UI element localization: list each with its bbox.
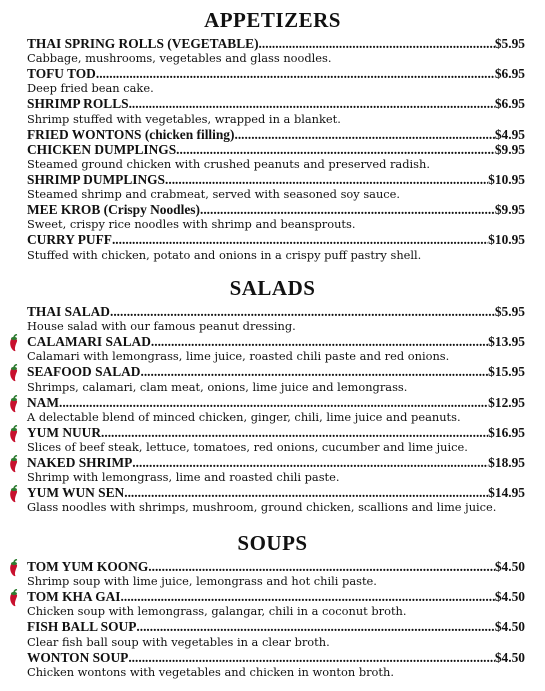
menu-item-price: $9.95	[494, 202, 525, 218]
menu-item-line	[27, 455, 525, 470]
menu-item-name: CURRY PUFF	[27, 232, 112, 248]
menu-item-name: SHRIMP DUMPLINGS	[27, 172, 166, 188]
menu-item-name: CALAMARI SALAD	[27, 334, 151, 350]
menu-item-line	[27, 172, 525, 187]
menu-item	[0, 395, 545, 425]
menu-item-line	[27, 202, 525, 217]
menu-item	[0, 425, 545, 455]
menu-item	[0, 619, 545, 649]
menu-item-name: CHICKEN DUMPLINGS	[27, 141, 177, 157]
menu-item-name: WONTON SOUP	[27, 649, 129, 665]
menu-item-line	[27, 36, 525, 51]
dot-leader	[148, 559, 495, 574]
menu-item-name: TOM KHA GAI	[27, 589, 121, 605]
menu-item-description: Shrimp with lemongrass, lime and roasted chili paste.	[27, 470, 340, 485]
menu-item-description: Clear fish ball soup with vegetables in a clear broth.	[27, 634, 330, 649]
menu-item-description: Steamed ground chicken with crushed peanuts and preserved radish.	[27, 157, 430, 172]
dot-leader	[96, 66, 495, 81]
dot-leader	[129, 96, 495, 111]
dot-leader	[112, 232, 488, 247]
menu-item-description: Deep fried bean cake.	[27, 81, 154, 96]
menu-item-description: Cabbage, mushrooms, vegetables and glass noodles.	[27, 51, 332, 66]
menu-item-line	[27, 66, 525, 81]
menu-item-description: Slices of beef steak, lettuce, tomatoes, red onions, cucumber and lime juice.	[27, 440, 468, 455]
menu-item-price: $14.95	[488, 485, 525, 501]
dot-leader	[110, 304, 495, 319]
chili-pepper-icon	[8, 395, 20, 413]
salads-section	[0, 276, 545, 515]
menu-item	[0, 96, 545, 126]
menu-item-price: $18.95	[488, 455, 525, 471]
dot-leader	[59, 395, 488, 410]
menu-item-price: $4.50	[494, 589, 525, 605]
menu-item-price: $4.95	[494, 126, 525, 142]
chili-pepper-icon	[8, 589, 20, 607]
salads-list	[0, 304, 545, 515]
menu-item-line	[27, 650, 525, 665]
menu-item-line	[27, 232, 525, 247]
menu-item	[0, 66, 545, 96]
menu-item-price: $9.95	[494, 141, 525, 157]
menu-item	[0, 364, 545, 394]
menu-item	[0, 172, 545, 202]
chili-pepper-icon	[8, 559, 20, 577]
menu-item	[0, 334, 545, 364]
menu-item-price: $12.95	[488, 394, 525, 410]
section-title-appetizers: APPETIZERS	[204, 8, 341, 32]
menu-item-price: $5.95	[494, 304, 525, 319]
menu-item-line	[27, 589, 525, 604]
menu-item-name: FISH BALL SOUP	[27, 619, 137, 635]
menu-item-name: NAKED SHRIMP	[27, 455, 133, 471]
menu-item-description: Stuffed with chicken, potato and onions in a crispy puff pastry shell.	[27, 247, 422, 262]
menu-item-description: Shrimp soup with lime juice, lemongrass and hot chili paste.	[27, 574, 377, 589]
menu-item-name: TOM YUM KOONG	[27, 559, 149, 574]
menu-item-name: FRIED WONTONS (chicken filling)	[27, 126, 235, 142]
menu-item-price: $5.95	[494, 36, 525, 51]
menu-item	[0, 36, 545, 66]
chili-pepper-icon	[8, 364, 20, 382]
menu-item	[0, 202, 545, 232]
menu-item-description: Calamari with lemongrass, lime juice, roasted chili paste and red onions.	[27, 349, 450, 364]
menu-item-description: Chicken wontons with vegetables and chicken in wonton broth.	[27, 664, 394, 679]
dot-leader	[140, 364, 488, 379]
menu-item-description: Shrimp stuffed with vegetables, wrapped in a blanket.	[27, 111, 341, 126]
menu-item	[0, 650, 545, 680]
section-title-salads: SALADS	[229, 276, 316, 300]
menu-item-description: Shrimps, calamari, clam meat, onions, lime juice and lemongrass.	[27, 379, 408, 394]
menu-item-description: Steamed shrimp and crabmeat, served with seasoned soy sauce.	[27, 187, 401, 202]
menu-item-description: A delectable blend of minced chicken, ginger, chili, lime juice and peanuts.	[27, 409, 461, 424]
menu-item-price: $4.50	[494, 559, 525, 574]
menu-item	[0, 232, 545, 262]
menu-item-price: $16.95	[488, 424, 525, 440]
menu-item	[0, 589, 545, 619]
menu-item-line	[27, 425, 525, 440]
menu-item-line	[27, 364, 525, 379]
menu-item-name: SHRIMP ROLLS	[27, 96, 129, 112]
chili-pepper-icon	[8, 485, 20, 503]
menu-item-description: House salad with our famous peanut dressing.	[27, 319, 296, 334]
menu-item-price: $4.50	[494, 649, 525, 665]
menu-item-name: THAI SPRING ROLLS (VEGETABLE)	[27, 36, 259, 51]
menu-item-name: TOFU TOD	[27, 66, 96, 82]
menu-item	[0, 485, 545, 515]
menu-item	[0, 304, 545, 334]
dot-leader	[165, 172, 488, 187]
menu-item-line	[27, 96, 525, 111]
menu-item	[0, 142, 545, 172]
dot-leader	[259, 36, 495, 51]
dot-leader	[132, 455, 488, 470]
menu-item-line	[27, 485, 525, 500]
menu-item-description: Chicken soup with lemongrass, galangar, chili in a coconut broth.	[27, 604, 407, 619]
dot-leader	[121, 589, 495, 604]
menu-item	[0, 455, 545, 485]
menu-item-name: THAI SALAD	[27, 304, 110, 319]
menu-item-line	[27, 619, 525, 634]
appetizers-list	[0, 36, 545, 263]
menu-item	[0, 127, 545, 142]
chili-pepper-icon	[8, 455, 20, 473]
dot-leader	[151, 334, 488, 349]
chili-pepper-icon	[8, 334, 20, 352]
menu-item-description: Glass noodles with shrimps, mushroom, ground chicken, scallions and lime juice.	[27, 500, 497, 515]
menu-item-name: MEE KROB (Crispy Noodles)	[27, 202, 200, 218]
menu-item-line	[27, 395, 525, 410]
menu-item-name: YUM WUN SEN	[27, 485, 125, 501]
section-title-soups: SOUPS	[237, 531, 308, 555]
dot-leader	[234, 127, 494, 142]
dot-leader	[200, 202, 495, 217]
menu-item-price: $15.95	[488, 364, 525, 380]
menu-item-price: $10.95	[488, 172, 525, 188]
dot-leader	[136, 619, 494, 634]
menu-item-line	[27, 127, 525, 142]
chili-pepper-icon	[8, 425, 20, 443]
soups-section	[0, 531, 545, 680]
menu-item-name: NAM	[27, 394, 59, 410]
menu-item-name: SEAFOOD SALAD	[27, 364, 141, 380]
menu-item-line	[27, 142, 525, 157]
menu-item-description: Sweet, crispy rice noodles with shrimp and beansprouts.	[27, 217, 356, 232]
menu-item	[0, 559, 545, 589]
menu-item-price: $4.50	[494, 619, 525, 635]
menu-item-line	[27, 334, 525, 349]
dot-leader	[176, 142, 495, 157]
dot-leader	[128, 650, 495, 665]
dot-leader	[124, 485, 488, 500]
menu-item-name: YUM NUUR	[27, 424, 102, 440]
menu-item-price: $6.95	[494, 66, 525, 82]
menu-item-price: $10.95	[488, 232, 525, 248]
soups-list	[0, 559, 545, 680]
menu-item-price: $6.95	[494, 96, 525, 112]
dot-leader	[101, 425, 488, 440]
appetizers-section	[0, 8, 545, 263]
menu-item-price: $13.95	[488, 334, 525, 350]
menu-item-line	[27, 559, 525, 574]
menu-item-line	[27, 304, 525, 319]
